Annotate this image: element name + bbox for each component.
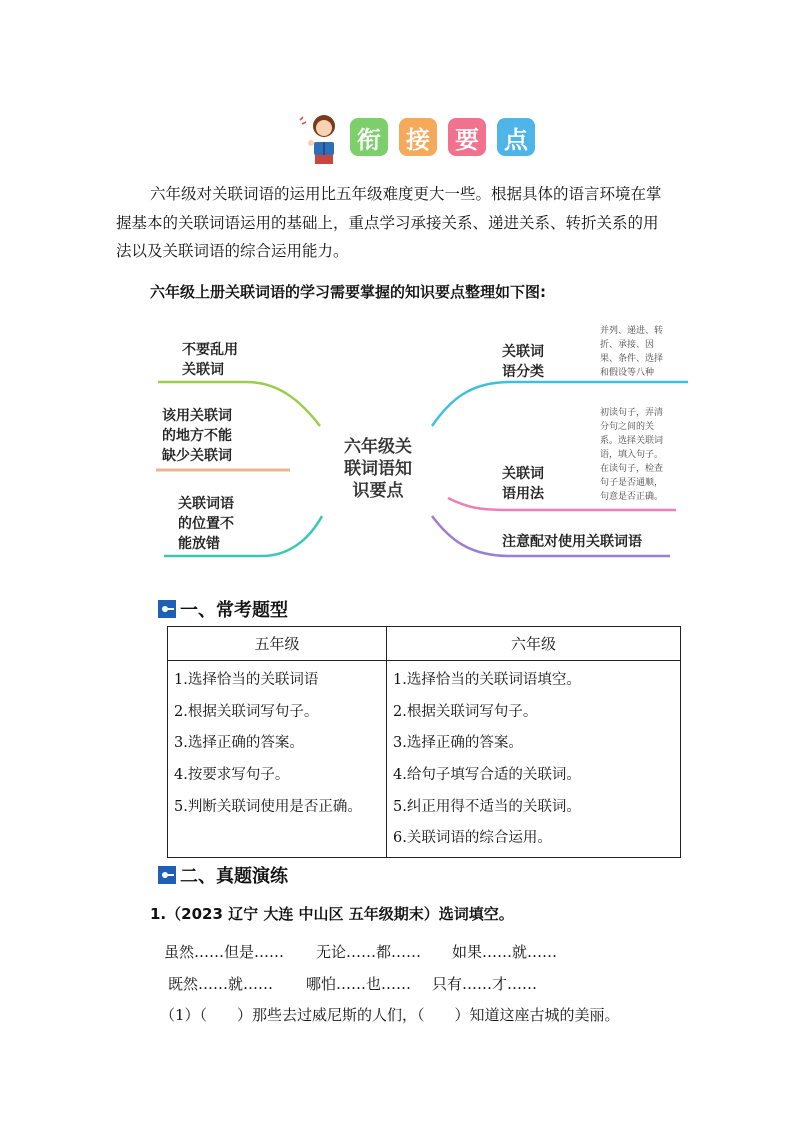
grade6-item: 4.给句子填写合适的关联词。 [393,767,581,784]
node-pairing: 注意配对使用关联词语 [502,534,642,550]
intro-line-1: 六年级对关联词语的运用比五年级难度更大一些。根据具体的语言环境在掌 [150,185,662,203]
word-option: 哪怕……也…… [306,975,412,993]
section-1-heading [158,596,288,622]
question-type-table [167,626,681,858]
grade6-item: 5.纠正用得不适当的关联词。 [393,798,581,815]
grade5-item: 5.判断关联词使用是否正确。 [174,798,362,815]
note-classification: 并列、递进、转 折、承接、因 果、条件、选择 和假设等八种 [600,326,664,378]
grade6-column [387,661,681,858]
intro-line-2: 握基本的关联词语运用的基础上，重点学习承接关系、递进关系、转折关系的用 [116,213,659,232]
section-header-banner [296,112,546,164]
mindmap-center: 六年级关 联词语知 识要点 [344,437,412,501]
header-tile-3: 要 [448,118,486,156]
question-1-item-1: （1）（ ）那些去过威尼斯的人们，（ ）知道这座古城的美丽。 [160,1006,620,1024]
grade5-item: 3.选择正确的答案。 [174,735,304,752]
grade6-item: 6.关联词语的综合运用。 [393,830,552,847]
intro-paragraph [116,180,678,266]
question-1-title: 1.（2023 辽宁 大连 中山区 五年级期末）选词填空。 [150,905,514,923]
section-2-heading [158,862,288,888]
grade6-item: 3.选择正确的答案。 [393,735,523,752]
section-1-title: 一、常考题型 [180,600,288,621]
intro-line-3: 法以及关联词语的综合运用能力。 [116,242,349,260]
grade5-column [168,661,387,858]
word-option: 虽然……但是…… [164,943,285,961]
word-option: 如果……就…… [452,943,558,961]
word-option: 既然……就…… [168,975,274,993]
header-tile-1: 衔 [350,118,388,156]
grade5-item: 1.选择恰当的关联词语 [174,672,319,688]
node-classification: 关联词 语分类 [502,344,544,380]
mindmap [150,320,690,570]
key-bullet-icon [158,600,176,618]
node-no-missing: 该用关联词 的地方不能 缺少关联词 [162,408,232,464]
key-bullet-icon [158,866,176,884]
word-option: 只有……才…… [432,975,538,993]
node-usage: 关联词 语用法 [502,466,544,502]
col-header-grade5: 五年级 [168,627,387,661]
header-tile-2: 接 [399,118,437,156]
summary-heading: 六年级上册关联词语的学习需要掌握的知识要点整理如下图: [150,283,547,301]
node-no-misuse: 不要乱用 关联词 [182,342,238,378]
section-2-title: 二、真题演练 [180,866,288,887]
grade6-item: 2.根据关联词写句子。 [393,703,538,720]
teacher-reading-icon [296,112,348,164]
grade6-item: 1.选择恰当的关联词语填空。 [393,672,581,688]
grade5-item: 2.根据关联词写句子。 [174,703,319,720]
node-position: 关联词语 的位置不 能放错 [178,496,234,552]
note-usage: 初读句子，弄清 分句之间的关 系。选择关联词 语，填入句子。 在读句子，检查 句子是否通顺， 句意是否正确。 [600,408,664,502]
header-tile-4: 点 [497,118,535,156]
col-header-grade6: 六年级 [387,627,681,661]
word-option: 无论……都…… [316,943,422,961]
grade5-item: 4.按要求写句子。 [174,767,290,784]
